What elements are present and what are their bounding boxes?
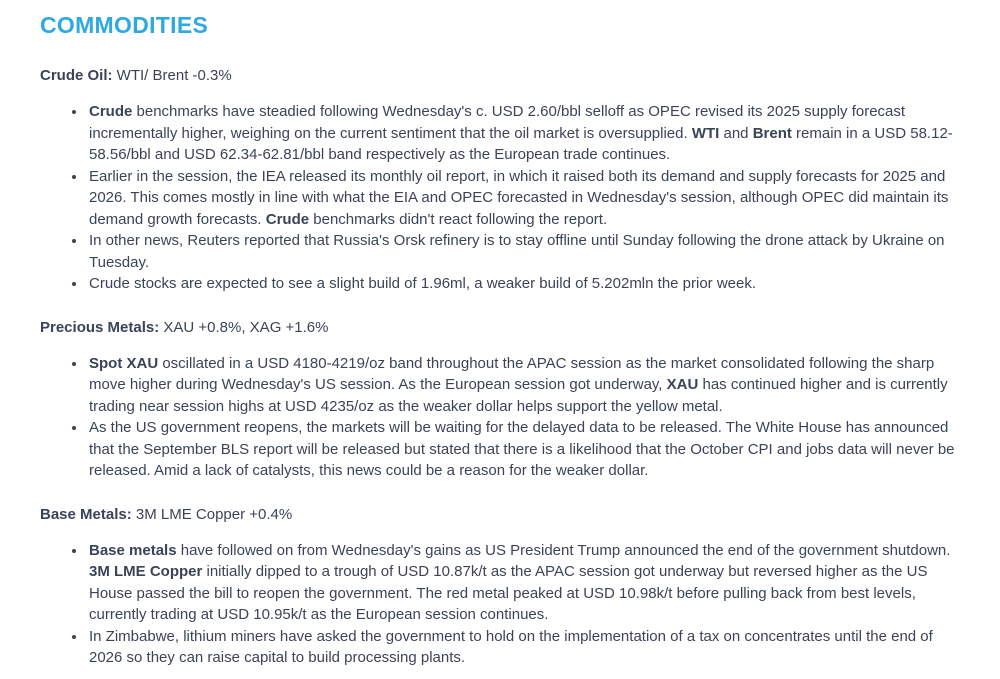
bullet-bold-text: Spot XAU [89,354,159,372]
bullet-bold-text: Brent [752,124,792,142]
section-heading-value: 3M LME Copper +0.4% [131,505,293,523]
bullet-bold-text: WTI [691,124,720,142]
bullet-item [87,101,962,166]
bullet-text: Crude stocks are expected to see a slight build of 1.96ml, a weaker build of 5.202mln the prior week. [89,275,757,292]
bullet-text: initially dipped to a trough of USD 10.87k/t as the APAC session got underway but reversed higher as the US House passed the bill to reopen the government. The red metal peaked at USD 10.98k/t before pulling back from best levels, currently trading at USD 10.95k/t as the European session continues. [89,563,928,623]
bullet-bold-text: Crude [265,210,310,228]
bullet-bold-text: XAU [666,376,699,393]
bullet-item [87,273,962,295]
bullet-text: In Zimbabwe, lithium miners have asked the government to hold on the implementation of a tax on concentrates until the end of 2026 so they can raise capital to build processing plants. [89,627,933,666]
bullet-bold-text: Base metals [89,541,177,559]
bullet-item [87,166,962,231]
bullet-text: have followed on from Wednesday's gains as US President Trump announced the end of the government shutdown. [176,541,951,559]
section-heading-label: Base Metals: [40,505,132,523]
bullet-text: oscillated in a USD 4180-4219/oz band throughout the APAC session as the market consolidated following the sharp move higher during Wednesday's US session. As the European session got underway, [89,354,935,393]
bullet-text: As the US government reopens, the markets will be waiting for the delayed data to be released. The White House has announced that the September BLS report will be released but stated that there is a likelihood that the October CPI and jobs data will never be released. Amid a lack of catalysts, this news could be a reason for the weaker dollar. [89,419,955,479]
section-heading-label: Crude Oil: [40,67,113,84]
bullet-text: benchmarks didn't react following the report. [309,210,608,228]
section-heading [40,504,962,525]
section-heading-value: XAU +0.8%, XAG +1.6% [159,318,329,336]
bullet-text: In other news, Reuters reported that Russia's Orsk refinery is to stay offline until Sunday following the drone attack by Ukraine on Tuesday. [89,232,945,271]
report-sections [40,65,962,669]
bullet-text: and [719,124,753,142]
bullet-item [87,540,962,626]
bullet-item [87,417,962,482]
section-bullet-list [40,540,962,669]
bullet-item [87,230,962,273]
bullet-text: benchmarks have steadied following Wednesday's c. USD 2.60/bbl selloff as OPEC revised its 2025 supply forecast incrementally higher, weighing on the current sentiment that the oil market is oversupplied. [89,103,906,142]
section-bullet-list [40,101,962,295]
bullet-bold-text: Crude [89,103,133,120]
bullet-item [87,353,962,418]
section-bullet-list [40,353,962,482]
bullet-text: Earlier in the session, the IEA released its monthly oil report, in which it raised both its demand and supply forecasts for 2025 and 2026. This comes mostly in line with what the EIA and OPEC forecasted in Wednesday's session, although OPEC did maintain its demand growth forecasts. [89,167,949,228]
section-heading [40,317,962,338]
page-title: COMMODITIES [40,12,209,38]
section-heading-label: Precious Metals: [40,318,160,336]
bullet-bold-text: 3M LME Copper [89,563,203,580]
bullet-text: has continued higher and is currently trading near session highs at USD 4235/oz as the weaker dollar helps support the yellow metal. [89,376,948,415]
bullet-text: remain in a USD 58.12-58.56/bbl and USD 62.34-62.81/bbl band respectively as the European trade continues. [89,124,953,163]
bullet-item [87,626,962,669]
section-heading-value: WTI/ Brent -0.3% [112,67,232,84]
section-heading [40,65,962,86]
